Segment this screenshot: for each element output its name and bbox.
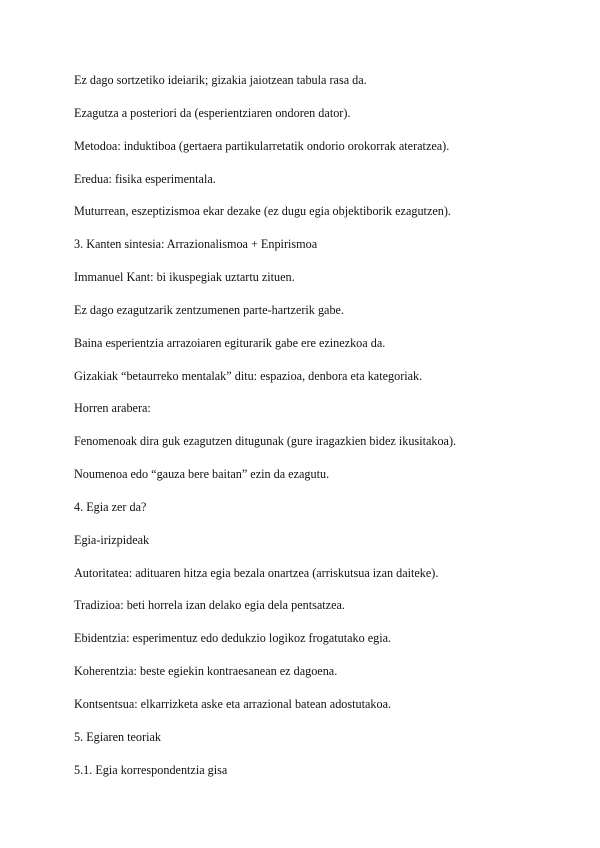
paragraph: Fenomenoak dira guk ezagutzen ditugunak (gure iragazkien bidez ikusitakoa).	[74, 434, 457, 448]
paragraph: Baina esperientzia arrazoiaren egiturarik gabe ere ezinezkoa da.	[74, 336, 386, 350]
section-heading: 5. Egiaren teoriak	[74, 730, 161, 744]
paragraph: Muturrean, eszeptizismoa ekar dezake (ez dugu egia objektiborik ezagutzen).	[74, 204, 451, 218]
paragraph: Tradizioa: beti horrela izan delako egia dela pentsatzea.	[74, 598, 345, 612]
paragraph: Ez dago sortzetiko ideiarik; gizakia jaiotzean tabula rasa da.	[74, 73, 367, 87]
paragraph: Ebidentzia: esperimentuz edo dedukzio logikoz frogatutako egia.	[74, 631, 392, 645]
paragraph: Kontsentsua: elkarrizketa aske eta arrazional batean adostutakoa.	[74, 697, 392, 711]
paragraph: Ezagutza a posteriori da (esperientziaren ondoren dator).	[74, 106, 351, 120]
paragraph: Horren arabera:	[74, 401, 151, 415]
subsection-heading: 5.1. Egia korrespondentzia gisa	[74, 763, 228, 777]
paragraph: Eredua: fisika esperimentala.	[74, 172, 216, 186]
paragraph: Noumenoa edo “gauza bere baitan” ezin da ezagutu.	[74, 467, 330, 481]
paragraph: Ez dago ezagutzarik zentzumenen parte-hartzerik gabe.	[74, 303, 344, 317]
section-heading: 4. Egia zer da?	[74, 500, 147, 514]
paragraph: Immanuel Kant: bi ikuspegiak uztartu zituen.	[74, 270, 295, 284]
paragraph: Koherentzia: beste egiekin kontraesanean ez dagoena.	[74, 664, 338, 678]
section-heading: 3. Kanten sintesia: Arrazionalismoa + Enpirismoa	[74, 237, 318, 251]
subheading: Egia-irizpideak	[74, 533, 150, 547]
paragraph: Autoritatea: adituaren hitza egia bezala onartzea (arriskutsua izan daiteke).	[74, 566, 439, 580]
paragraph: Gizakiak “betaurreko mentalak” ditu: espazioa, denbora eta kategoriak.	[74, 369, 423, 383]
paragraph: Metodoa: induktiboa (gertaera partikularretatik ondorio orokorrak ateratzea).	[74, 139, 450, 153]
